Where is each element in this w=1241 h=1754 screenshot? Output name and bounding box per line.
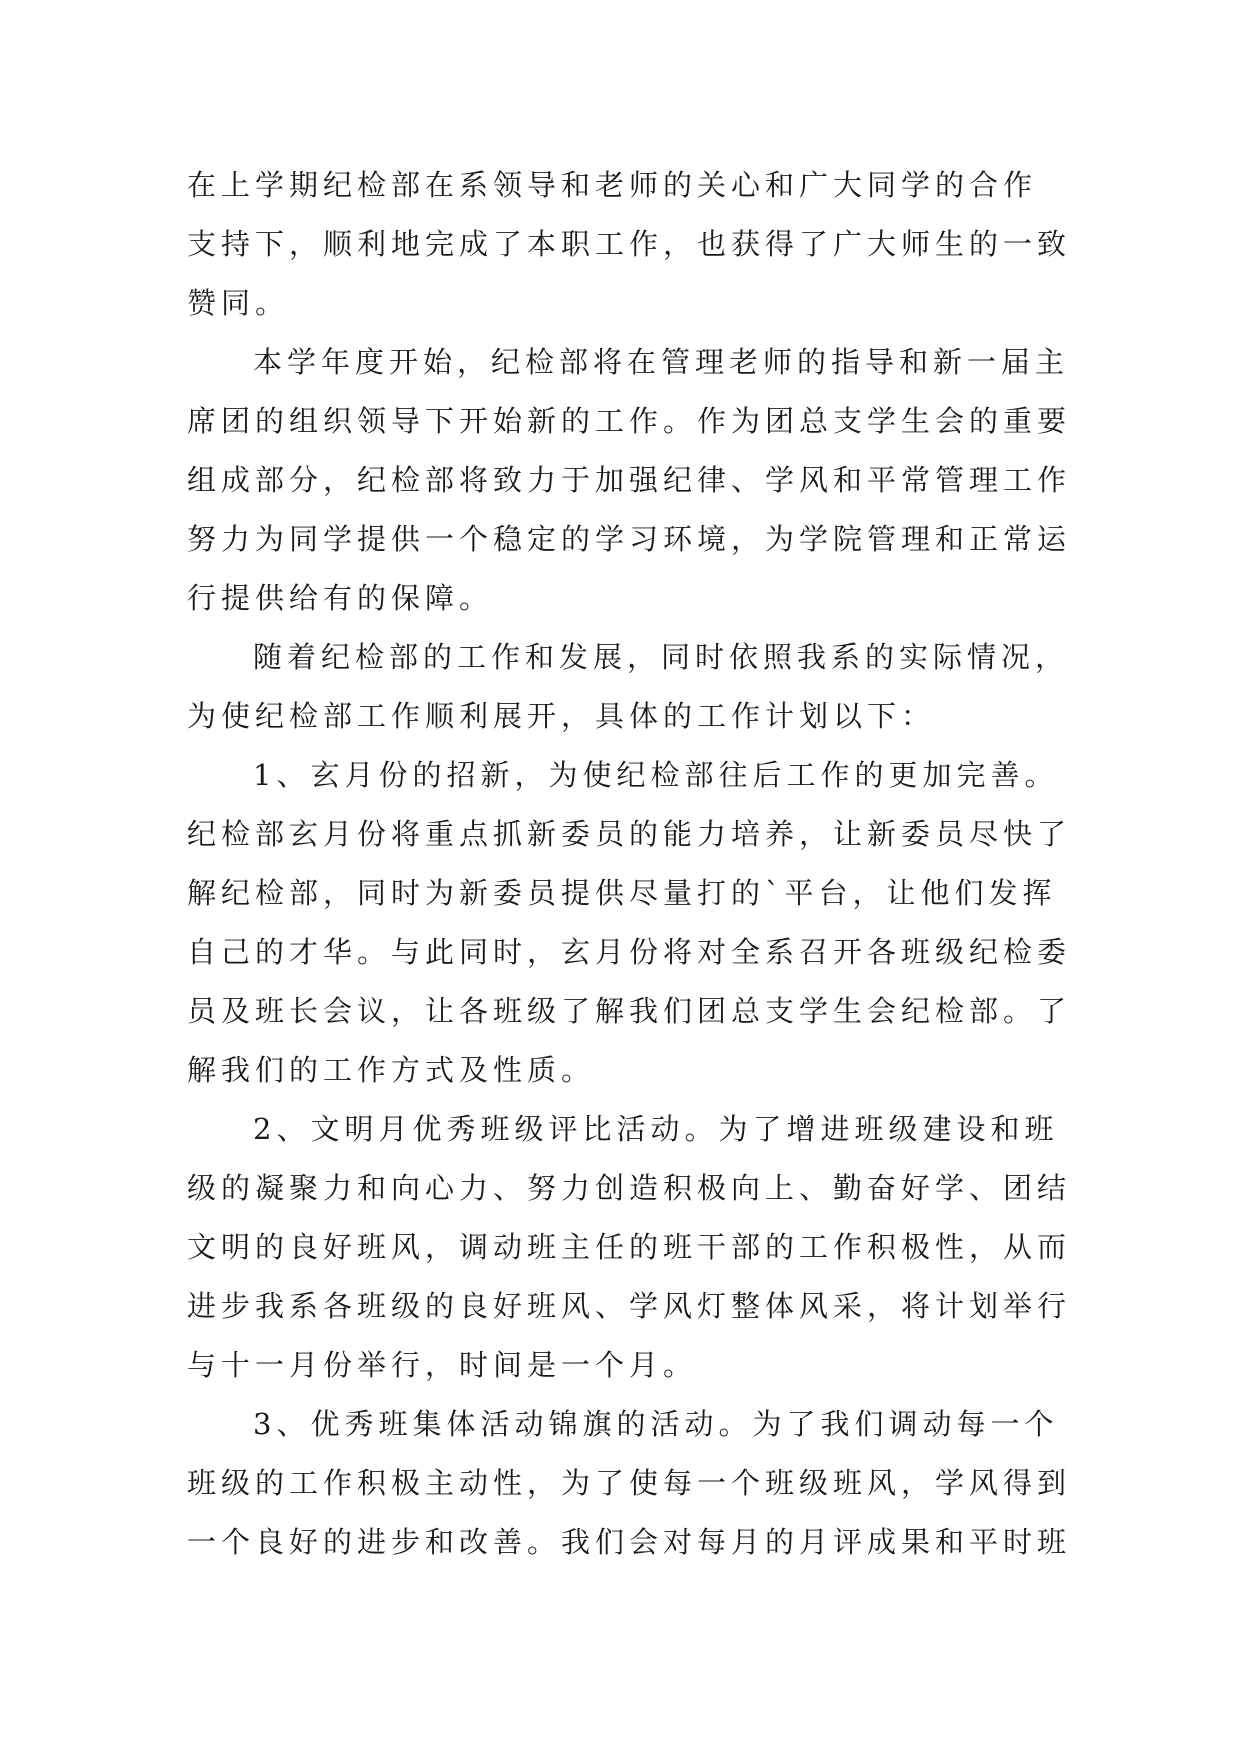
paragraph-start-line: 3、优秀班集体活动锦旗的活动。为了我们调动每一个 [253,1407,1059,1441]
text-line: 员及班长会议，让各班级了解我们团总支学生会纪检部。了 [187,994,1072,1028]
text-line: 自己的才华。与此同时，玄月份将对全系召开各班级纪检委 [187,935,1072,969]
text-line: 行提供给有的保障。 [187,581,494,615]
text-line: 解纪检部，同时为新委员提供尽量打的`平台，让他们发挥 [187,876,1057,910]
paragraph-start-line: 随着纪检部的工作和发展，同时依照我系的实际情况， [253,640,1070,674]
text-line: 级的凝聚力和向心力、努力创造积极向上、勤奋好学、团结 [187,1171,1072,1205]
text-line: 为使纪检部工作顺利展开，具体的工作计划以下： [187,699,936,733]
paragraph-start-line: 1、玄月份的招新，为使纪检部往后工作的更加完善。 [253,758,1059,792]
text-line: 纪检部玄月份将重点抓新委员的能力培养，让新委员尽快了 [187,817,1072,851]
text-line: 一个良好的进步和改善。我们会对每月的月评成果和平时班 [187,1525,1072,1559]
text-line: 努力为同学提供一个稳定的学习环境，为学院管理和正常运 [187,522,1072,556]
document-body [187,156,1072,1572]
text-line: 进步我系各班级的良好班风、学风灯整体风采，将计划举行 [187,1289,1072,1323]
text-line: 与十一月份举行，时间是一个月。 [187,1348,698,1382]
text-line: 支持下，顺利地完成了本职工作，也获得了广大师生的一致 [187,227,1072,261]
text-line: 席团的组织领导下开始新的工作。作为团总支学生会的重要 [187,404,1072,438]
text-line: 组成部分，纪检部将致力于加强纪律、学风和平常管理工作 [187,463,1072,497]
text-line: 文明的良好班风，调动班主任的班干部的工作积极性，从而 [187,1230,1072,1264]
text-line: 班级的工作积极主动性，为了使每一个班级班风，学风得到 [187,1466,1072,1500]
paragraph-start-line: 本学年度开始，纪检部将在管理老师的指导和新一届主 [253,345,1070,379]
paragraph-start-line: 2、文明月优秀班级评比活动。为了增进班级建设和班 [253,1112,1059,1146]
text-line: 在上学期纪检部在系领导和老师的关心和广大同学的合作 [187,168,1038,202]
text-line: 赞同。 [187,286,290,320]
text-line: 解我们的工作方式及性质。 [187,1053,596,1087]
